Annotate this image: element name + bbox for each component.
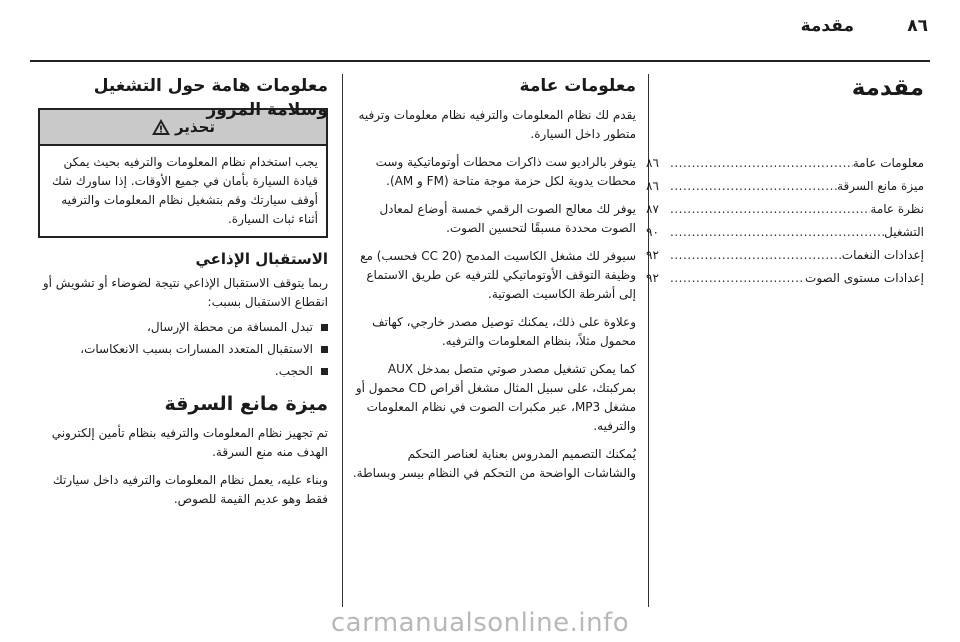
warning-triangle-icon (151, 118, 171, 136)
toc-entry[interactable] (646, 221, 924, 244)
toc-leader-dots (668, 267, 805, 290)
reception-bullets (38, 316, 328, 382)
reception-text: ربما يتوقف الاستقبال الإذاعي نتيجة لضوضاء أو تشويش أو انقطاع الاستقبال بسبب: (42, 276, 328, 309)
toc-leader-dots (668, 152, 853, 175)
page-header (30, 14, 930, 44)
body-paragraph: يتوفر بالراديو ست ذاكرات محطات أوتوماتيكية وست محطات يدوية لكل حزمة موجة متاحة (FM و AM). (375, 155, 636, 188)
anti-theft-paragraph: تم تجهيز نظام المعلومات والترفيه بنظام تأمين إلكتروني الهدف منه منع السرقة. (51, 426, 328, 459)
general-info-title: معلومات عامة (519, 76, 636, 96)
toc-leader-dots (668, 198, 870, 221)
toc-entry-label: نظرة عامة (870, 202, 924, 216)
toc-entry-label: إعدادات مستوى الصوت (805, 271, 924, 285)
toc-column (646, 74, 924, 290)
bullet-square-icon (321, 368, 328, 375)
body-paragraph: يُمكنك التصميم المدروس بعناية لعناصر التحكم والشاشات الواضحة من التحكم في النظام بيسر وبساطة. (352, 447, 636, 480)
toc-entry-label: ميزة مانع السرقة (837, 179, 924, 193)
general-info-column (352, 74, 636, 492)
warning-box (38, 108, 328, 238)
toc-entry-label: معلومات عامة (852, 156, 924, 170)
toc-entry-label: إعدادات النغمات (841, 248, 924, 262)
toc-entry[interactable] (646, 175, 924, 198)
running-title: مقدمة (800, 16, 854, 36)
watermark: carmanualsonline.info (330, 608, 630, 638)
toc-leader-dots (668, 244, 842, 267)
toc-leader-dots (668, 175, 837, 198)
toc-entry-page: ٩٢ (646, 271, 659, 285)
list-item (38, 338, 328, 360)
column-divider (342, 74, 343, 607)
list-item-text: الحجب. (274, 364, 313, 378)
bullet-square-icon (321, 324, 328, 331)
reception-title: الاستقبال الإذاعي (195, 250, 328, 268)
warning-title: تحذير (174, 118, 216, 136)
anti-theft-paragraph: وبناء عليه، يعمل نظام المعلومات والترفيه داخل سيارتك فقط وهو عديم القيمة للصوص. (52, 473, 328, 506)
toc-entry-label: التشغيل (884, 225, 924, 239)
chapter-title: مقدمة (851, 75, 924, 101)
list-item-text: تبدل المسافة من محطة الإرسال، (147, 320, 313, 334)
toc-entry-page: ٨٦ (646, 179, 659, 193)
header-rule (30, 60, 930, 62)
bullet-square-icon (321, 346, 328, 353)
body-paragraph: يقدم لك نظام المعلومات والترفيه نظام معلومات وترفيه متطور داخل السيارة. (358, 108, 636, 141)
toc-entry-page: ٨٦ (646, 156, 659, 170)
list-item (38, 316, 328, 338)
toc-entry-page: ٩٠ (646, 225, 659, 239)
table-of-contents (646, 152, 924, 290)
body-paragraph: يوفر لك معالج الصوت الرقمي خمسة أوضاع لمعادل الصوت محددة مسبقًا لتحسين الصوت. (379, 202, 636, 235)
list-item (38, 360, 328, 382)
toc-entry[interactable] (646, 198, 924, 221)
toc-entry-page: ٩٢ (646, 248, 659, 262)
anti-theft-title: ميزة مانع السرقة (164, 393, 328, 415)
body-paragraph: كما يمكن تشغيل مصدر صوتي متصل بمدخل AUX بمركبتك، على سبيل المثال مشغل أقراص CD محمول أو مشغل MP3، عبر مكبرات الصوت في نظام المعلومات والترفيه. (355, 362, 636, 433)
toc-entry[interactable] (646, 244, 924, 267)
toc-leader-dots (668, 221, 884, 244)
body-paragraph: وعلاوة على ذلك، يمكنك توصيل مصدر خارجي، كهاتف محمول مثلاً، بنظام المعلومات والترفيه. (372, 315, 636, 348)
toc-entry-page: ٨٧ (646, 202, 659, 216)
body-paragraph: سيوفر لك مشغل الكاسيت المدمج (20 CC فحسب) مع وظيفة التوقف الأوتوماتيكي للترفيه عن طريق الاستماع إلى أشرطة الكاسيت الصوتية. (360, 249, 636, 301)
list-item-text: الاستقبال المتعدد المسارات بسبب الانعكاسات، (80, 342, 313, 356)
toc-entry[interactable] (646, 267, 924, 290)
warning-text: يجب استخدام نظام المعلومات والترفيه بحيث يمكن قيادة السيارة بأمان في جميع الأوقات. إذا ساورك شك أوقف سيارتك وقم بتشغيل نظام المعلومات والترفيه أثناء ثبات السيارة. (51, 155, 318, 226)
safety-title: معلومات هامة حول التشغيل وسلامة المرور (93, 76, 328, 120)
toc-entry[interactable] (646, 152, 924, 175)
safety-column (38, 74, 328, 518)
page-number: ٨٦ (907, 16, 928, 36)
